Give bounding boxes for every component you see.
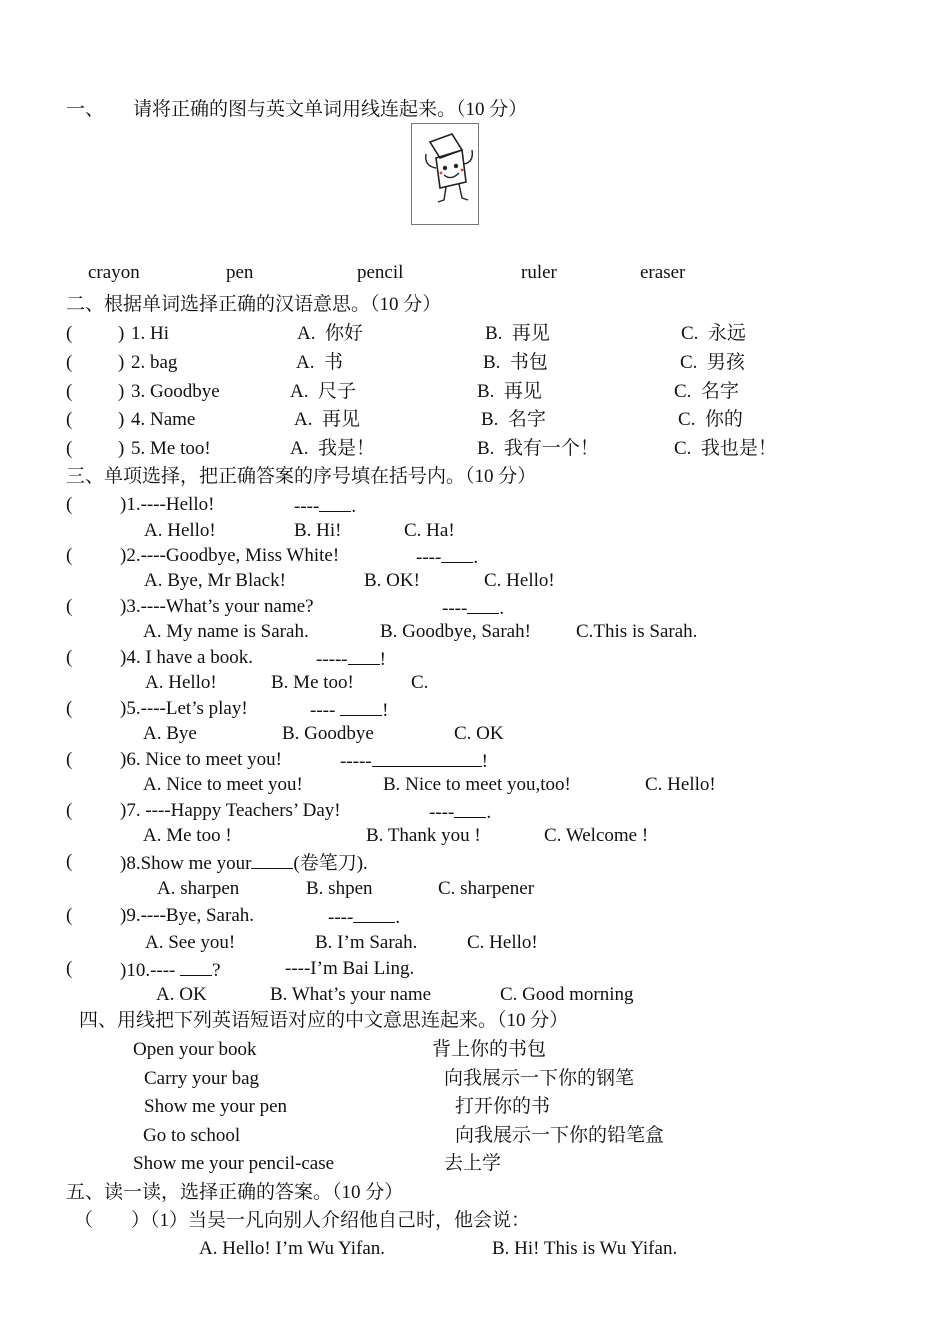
word-ruler: ruler bbox=[521, 262, 557, 283]
option-c: C. 我也是！ bbox=[674, 438, 777, 459]
response-prompt: ---- . bbox=[442, 595, 504, 621]
answer-paren-close: ) bbox=[118, 409, 125, 430]
option-c: C. OK bbox=[454, 723, 504, 744]
question-text: )3.----What’s your name? bbox=[120, 596, 314, 617]
option-b: B. 再见 bbox=[477, 381, 542, 402]
response-prompt: ----I’m Bai Ling. bbox=[285, 958, 415, 979]
question-text: 1. Hi bbox=[131, 323, 169, 344]
option-a: A. See you! bbox=[145, 932, 236, 953]
option-b: B. Goodbye, Sarah! bbox=[380, 621, 531, 642]
option-a: A. My name is Sarah. bbox=[143, 621, 309, 642]
answer-paren-close: ) bbox=[118, 352, 125, 373]
response-prompt: ---- . bbox=[429, 799, 491, 825]
option-a: A. 你好 bbox=[297, 323, 363, 344]
option-b: B. Hi! bbox=[294, 520, 342, 541]
question-text: )2.----Goodbye, Miss White! bbox=[120, 545, 340, 566]
option-a: A. OK bbox=[156, 984, 207, 1005]
answer-paren-open: ( bbox=[66, 958, 73, 979]
option-c: C. 名字 bbox=[674, 381, 739, 402]
response-prompt: ---- ! bbox=[310, 697, 388, 723]
option-a: A. 我是！ bbox=[290, 438, 375, 459]
answer-paren-open: ( bbox=[66, 409, 73, 430]
phrase-zh: 去上学 bbox=[444, 1153, 502, 1174]
option-a: A. 再见 bbox=[294, 409, 360, 430]
answer-paren-open: ( bbox=[66, 596, 73, 617]
option-a: A. Bye, Mr Black! bbox=[144, 570, 286, 591]
response-prompt: ----- ! bbox=[340, 748, 488, 774]
option-a: A. Hello! I’m Wu Yifan. bbox=[199, 1238, 386, 1259]
eraser-character-icon bbox=[411, 123, 479, 225]
option-c: C. Hello! bbox=[484, 570, 555, 591]
question-text: )6. Nice to meet you! bbox=[120, 749, 282, 770]
answer-paren-open: ( bbox=[66, 352, 73, 373]
question-text: 4. Name bbox=[131, 409, 196, 430]
option-b: B. Nice to meet you,too! bbox=[383, 774, 571, 795]
answer-paren-close: ) bbox=[118, 438, 125, 459]
word-pencil: pencil bbox=[357, 262, 404, 283]
option-b: B. 我有一个！ bbox=[477, 438, 599, 459]
option-c: C. Good morning bbox=[500, 984, 634, 1005]
question-text: )7. ----Happy Teachers’ Day! bbox=[120, 800, 341, 821]
answer-paren-open: ( bbox=[66, 438, 73, 459]
phrase-en: Show me your pencil-case bbox=[133, 1153, 335, 1174]
answer-paren-close: ) bbox=[118, 381, 125, 402]
section-3-title: 三、单项选择，把正确答案的序号填在括号内。（10 分） bbox=[66, 466, 537, 487]
phrase-zh: 向我展示一下你的铅笔盒 bbox=[455, 1125, 665, 1146]
option-a: A. Hello! bbox=[145, 672, 217, 693]
option-b: B. 名字 bbox=[481, 409, 546, 430]
option-c: C. Ha! bbox=[404, 520, 455, 541]
answer-paren-open: ( bbox=[66, 545, 73, 566]
option-b: B. OK! bbox=[364, 570, 420, 591]
question-text: )8.Show me your (卷笔刀). bbox=[120, 850, 368, 876]
option-a: A. 尺子 bbox=[290, 381, 356, 402]
option-b: B. Hi! This is Wu Yifan. bbox=[492, 1238, 678, 1259]
option-a: A. sharpen bbox=[157, 878, 240, 899]
section-1-number: 一、 bbox=[66, 99, 105, 120]
question-text: 5. Me too! bbox=[131, 438, 211, 459]
answer-paren-open: ( bbox=[66, 323, 73, 344]
question-text: 2. bag bbox=[131, 352, 178, 373]
response-prompt: ----- ! bbox=[316, 646, 386, 672]
question-text: )10.---- ? bbox=[120, 957, 221, 983]
phrase-zh: 打开你的书 bbox=[455, 1096, 551, 1117]
option-c: C. 永远 bbox=[681, 323, 746, 344]
option-b: B. Me too! bbox=[271, 672, 354, 693]
answer-paren-close: ) bbox=[118, 323, 125, 344]
option-c: C. 你的 bbox=[678, 409, 743, 430]
phrase-en: Show me your pen bbox=[144, 1096, 288, 1117]
answer-paren-open: ( bbox=[66, 749, 73, 770]
option-b: B. 书包 bbox=[483, 352, 548, 373]
option-b: B. I’m Sarah. bbox=[315, 932, 418, 953]
question-text: )1.----Hello! bbox=[120, 494, 215, 515]
word-pen: pen bbox=[226, 262, 254, 283]
question-text: 3. Goodbye bbox=[131, 381, 220, 402]
word-crayon: crayon bbox=[88, 262, 140, 283]
question-text: )4. I have a book. bbox=[120, 647, 253, 668]
phrase-en: Carry your bag bbox=[144, 1068, 260, 1089]
option-c: C. sharpener bbox=[438, 878, 535, 899]
section-2-title: 二、根据单词选择正确的汉语意思。（10 分） bbox=[66, 294, 442, 315]
answer-paren-open: ( bbox=[66, 800, 73, 821]
answer-paren-open: ( bbox=[66, 698, 73, 719]
option-a: A. Me too ! bbox=[143, 825, 232, 846]
option-c: C. 男孩 bbox=[680, 352, 745, 373]
option-a: A. 书 bbox=[296, 352, 343, 373]
response-prompt: ---- . bbox=[328, 904, 400, 930]
question-text: )9.----Bye, Sarah. bbox=[120, 905, 255, 926]
answer-paren-open: ( bbox=[66, 494, 73, 515]
question-text: （ ）（1）当吴一凡向别人介绍他自己时，他会说： bbox=[74, 1210, 531, 1231]
word-eraser: eraser bbox=[640, 262, 686, 283]
section-1-title: 请将正确的图与英文单词用线连起来。（10 分） bbox=[133, 99, 528, 120]
phrase-zh: 向我展示一下你的钢笔 bbox=[444, 1068, 635, 1089]
option-a: A. Nice to meet you! bbox=[143, 774, 303, 795]
response-prompt: ---- . bbox=[294, 493, 356, 519]
question-text: )5.----Let’s play! bbox=[120, 698, 248, 719]
option-c: C. Hello! bbox=[467, 932, 538, 953]
answer-paren-open: ( bbox=[66, 851, 73, 872]
section-5-title: 五、读一读，选择正确的答案。（10 分） bbox=[66, 1182, 404, 1203]
answer-paren-open: ( bbox=[66, 647, 73, 668]
phrase-en: Open your book bbox=[133, 1039, 257, 1060]
option-c: C. bbox=[411, 672, 429, 693]
option-c: C. Hello! bbox=[645, 774, 716, 795]
option-a: A. Hello! bbox=[144, 520, 216, 541]
option-b: B. Goodbye bbox=[282, 723, 374, 744]
response-prompt: ---- . bbox=[416, 544, 478, 570]
option-b: B. Thank you ! bbox=[366, 825, 481, 846]
option-b: B. shpen bbox=[306, 878, 373, 899]
option-c: C.This is Sarah. bbox=[576, 621, 698, 642]
option-b: B. 再见 bbox=[485, 323, 550, 344]
answer-paren-open: ( bbox=[66, 381, 73, 402]
section-4-title: 四、用线把下列英语短语对应的中文意思连起来。（10 分） bbox=[79, 1010, 569, 1031]
answer-paren-open: ( bbox=[66, 905, 73, 926]
option-a: A. Bye bbox=[143, 723, 197, 744]
option-c: C. Welcome ! bbox=[544, 825, 649, 846]
phrase-zh: 背上你的书包 bbox=[432, 1039, 547, 1060]
phrase-en: Go to school bbox=[143, 1125, 241, 1146]
option-b: B. What’s your name bbox=[270, 984, 432, 1005]
